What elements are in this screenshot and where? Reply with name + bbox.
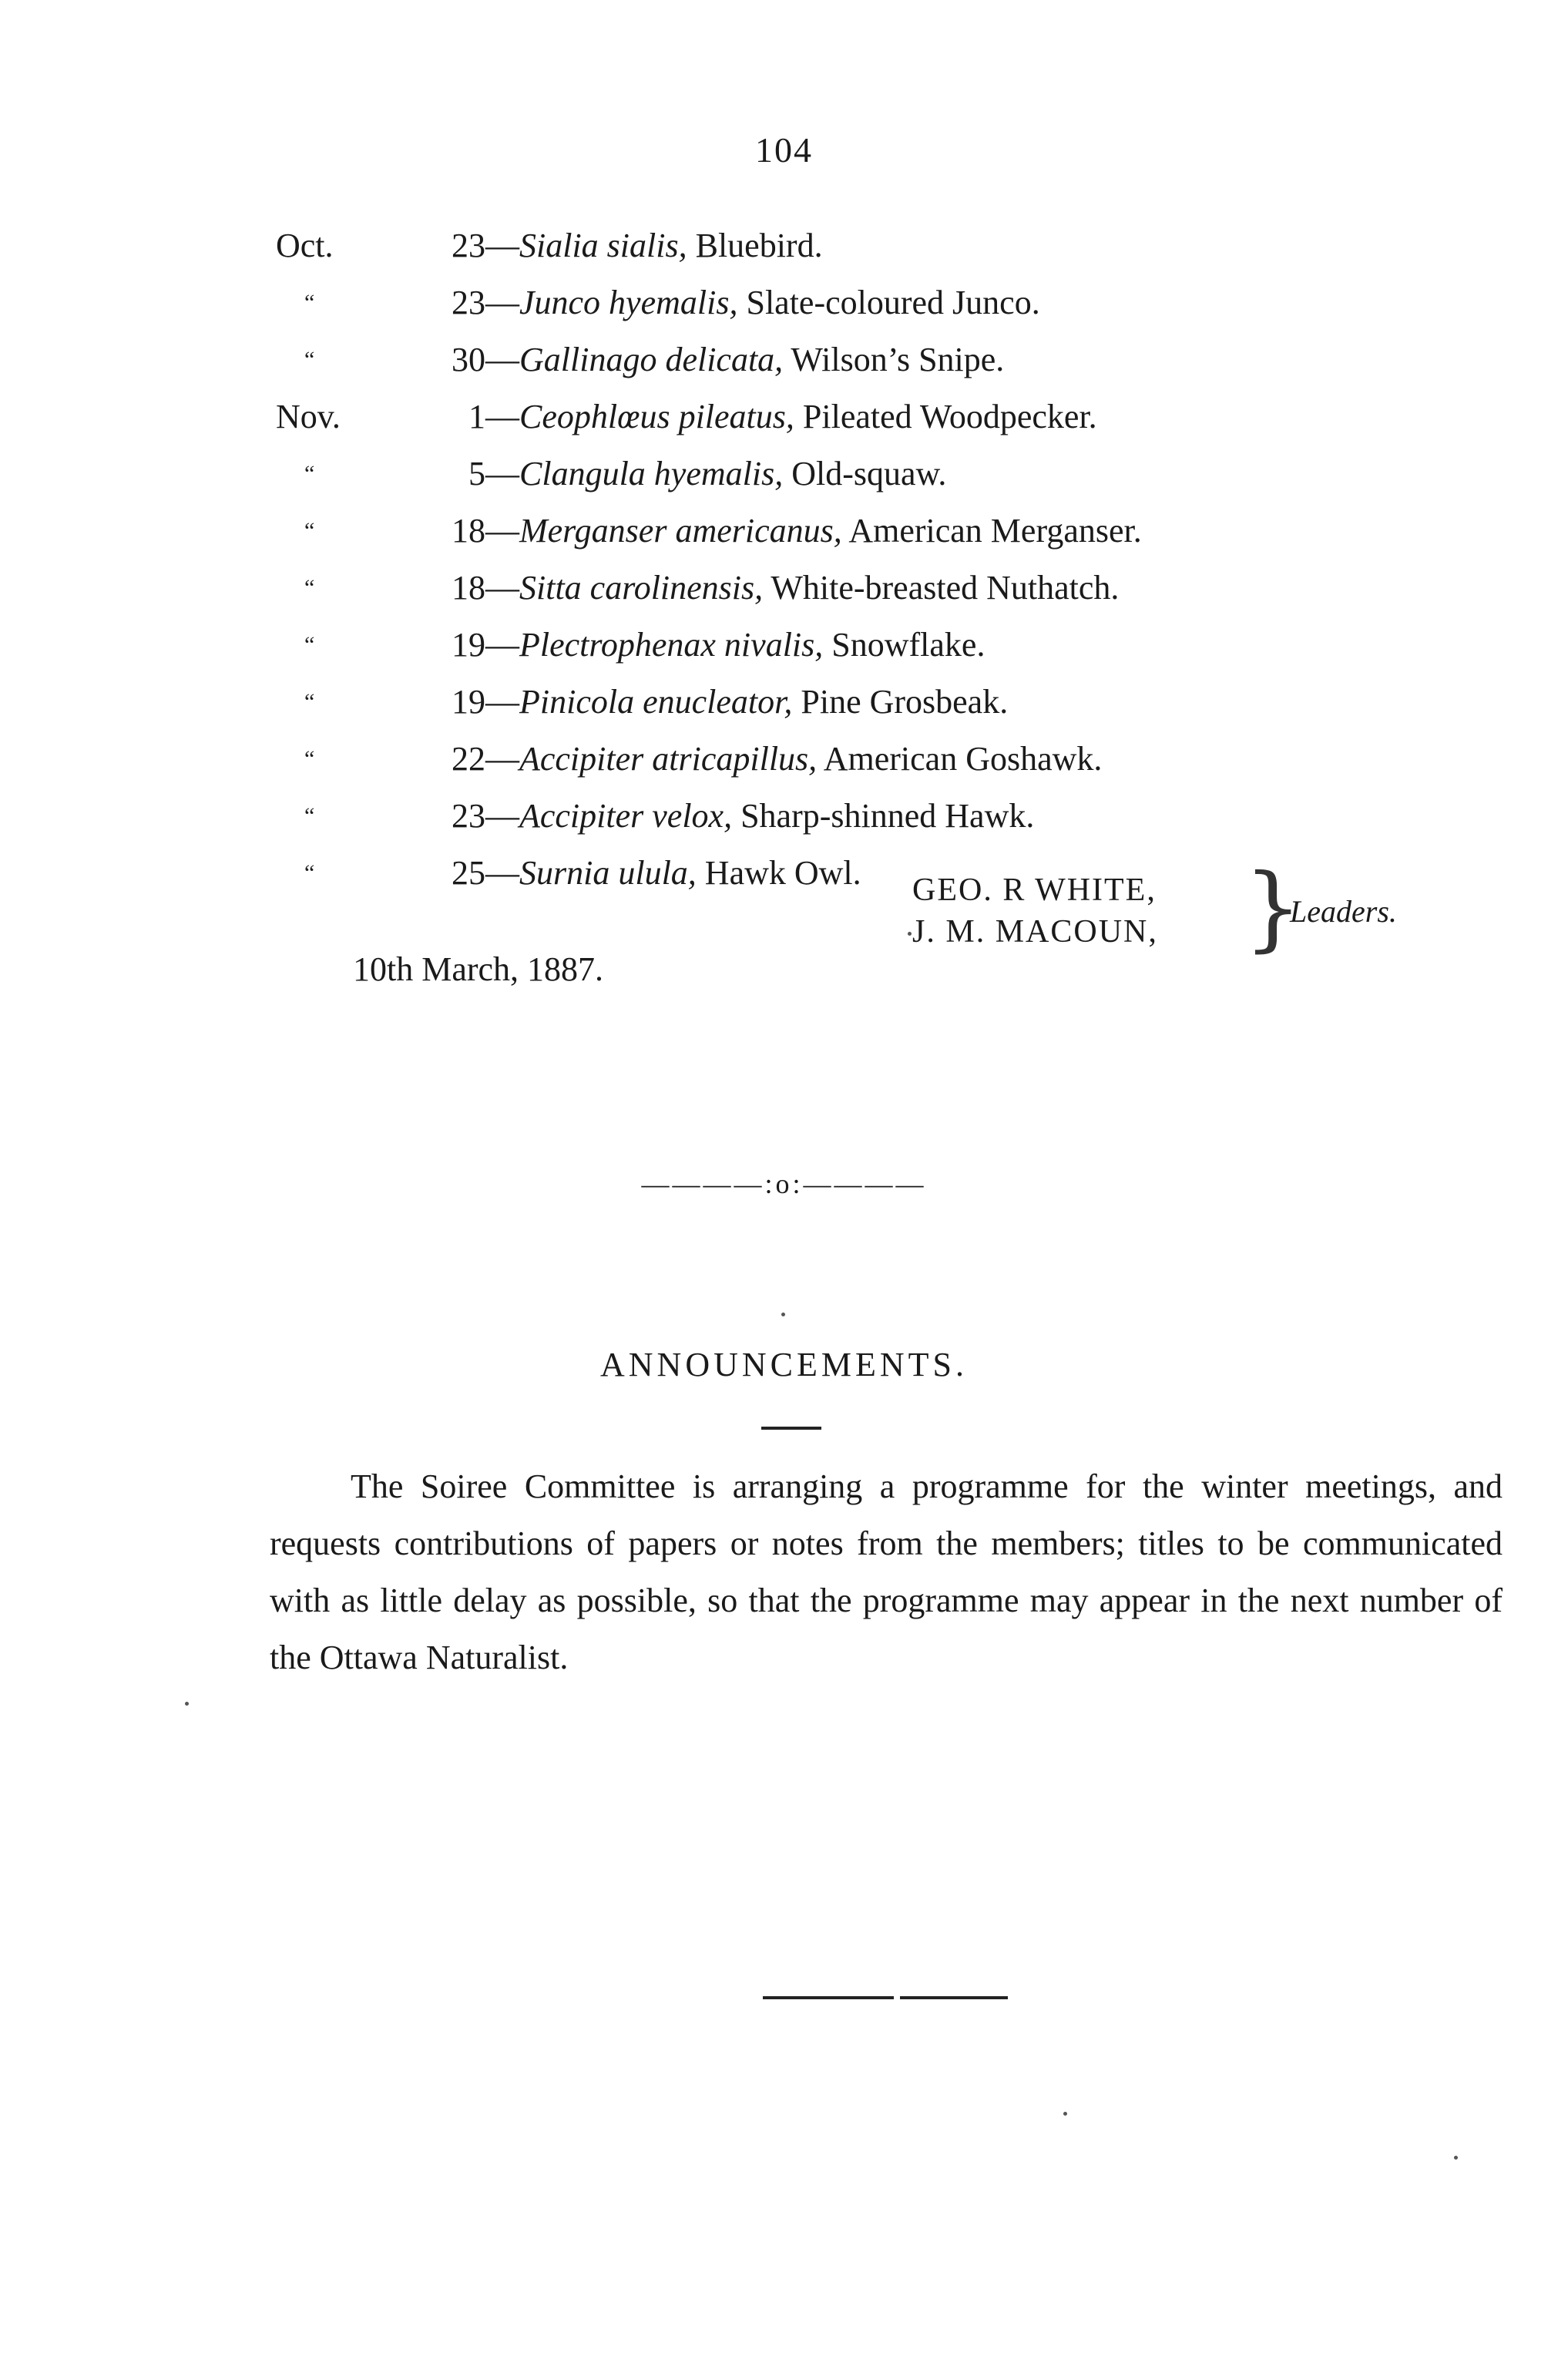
common-name: Old-squaw. bbox=[783, 455, 947, 492]
latin-name: Sialia sialis, bbox=[519, 227, 687, 264]
month: Nov. bbox=[276, 398, 341, 435]
month: “ bbox=[304, 860, 315, 886]
print-speck bbox=[908, 932, 912, 936]
day: 18 bbox=[452, 569, 485, 607]
month: “ bbox=[304, 347, 315, 372]
latin-name: Gallinago delicata, bbox=[519, 341, 784, 378]
dash: — bbox=[485, 854, 519, 892]
print-speck bbox=[1063, 2112, 1067, 2116]
list-item bbox=[0, 388, 1568, 445]
common-name: Pine Grosbeak. bbox=[792, 683, 1009, 721]
day: 19 bbox=[452, 683, 485, 721]
common-name: Bluebird. bbox=[687, 227, 823, 264]
day: 23 bbox=[452, 284, 485, 321]
common-name: Sharp-shinned Hawk. bbox=[732, 797, 1035, 835]
latin-name: Accipiter atricapillus, bbox=[519, 740, 818, 778]
list-item bbox=[0, 445, 1568, 503]
dash: — bbox=[485, 227, 519, 264]
common-name: Wilson’s Snipe. bbox=[783, 341, 1005, 378]
dash: — bbox=[485, 512, 519, 550]
list-item bbox=[0, 331, 1568, 388]
day: 23 bbox=[452, 797, 485, 835]
day: 18 bbox=[452, 512, 485, 550]
dash: — bbox=[485, 683, 519, 721]
latin-name: Sitta carolinensis, bbox=[519, 569, 764, 607]
common-name: Slate-coloured Junco. bbox=[737, 284, 1040, 321]
day: 22 bbox=[452, 740, 485, 778]
month: “ bbox=[304, 575, 315, 600]
dash: — bbox=[485, 569, 519, 607]
latin-name: Surnia ulula, bbox=[519, 854, 697, 892]
month: Oct. bbox=[276, 227, 334, 264]
section-heading: ANNOUNCEMENTS. bbox=[600, 1346, 968, 1383]
dash: — bbox=[485, 398, 519, 435]
end-rule-right bbox=[900, 1996, 1008, 1999]
latin-name: Accipiter velox, bbox=[519, 797, 733, 835]
common-name: Pileated Woodpecker. bbox=[794, 398, 1097, 435]
list-item bbox=[0, 503, 1568, 560]
month: “ bbox=[304, 290, 315, 315]
month: “ bbox=[304, 803, 315, 829]
date-line: 10th March, 1887. bbox=[353, 950, 604, 988]
month: “ bbox=[304, 518, 315, 543]
leader-name: GEO. R WHITE, bbox=[912, 872, 1157, 908]
list-item bbox=[0, 560, 1568, 617]
page-number: 104 bbox=[755, 130, 813, 170]
heading-rule bbox=[761, 1427, 821, 1430]
day: 19 bbox=[452, 626, 485, 664]
day: 5 bbox=[468, 455, 485, 492]
dash: — bbox=[485, 740, 519, 778]
list-item bbox=[0, 788, 1568, 845]
latin-name: Clangula hyemalis, bbox=[519, 455, 784, 492]
latin-name: Merganser americanus, bbox=[519, 512, 842, 550]
sightings-list bbox=[0, 217, 1568, 902]
common-name: American Merganser. bbox=[841, 512, 1142, 550]
leader-name: J. M. MACOUN, bbox=[912, 914, 1158, 950]
latin-name: Pinicola enucleator, bbox=[519, 683, 793, 721]
section-divider: ————:o:———— bbox=[641, 1168, 927, 1199]
common-name: Snowflake. bbox=[823, 626, 985, 664]
day: 25 bbox=[452, 854, 485, 892]
print-speck bbox=[185, 1702, 189, 1706]
latin-name: Plectrophenax nivalis, bbox=[519, 626, 824, 664]
month: “ bbox=[304, 746, 315, 772]
dash: — bbox=[485, 797, 519, 835]
list-item bbox=[0, 674, 1568, 731]
day: 1 bbox=[468, 398, 485, 435]
list-item bbox=[0, 217, 1568, 274]
day: 30 bbox=[452, 341, 485, 378]
common-name: White-breasted Nuthatch. bbox=[763, 569, 1120, 607]
leaders-signature bbox=[912, 855, 1397, 962]
day: 23 bbox=[452, 227, 485, 264]
latin-name: Ceophlœus pileatus, bbox=[519, 398, 794, 435]
common-name: American Goshawk. bbox=[817, 740, 1103, 778]
list-item bbox=[0, 617, 1568, 674]
month: “ bbox=[304, 689, 315, 714]
month: “ bbox=[304, 461, 315, 486]
announcement-body bbox=[270, 1458, 1503, 1686]
print-speck bbox=[781, 1313, 785, 1316]
list-item bbox=[0, 274, 1568, 331]
leaders-role: Leaders. bbox=[1290, 894, 1397, 929]
dash: — bbox=[485, 341, 519, 378]
common-name: Hawk Owl. bbox=[696, 854, 861, 892]
announcement-paragraph: The Soiree Committee is arranging a programme for the winter meetings, and requests contributions of papers or notes from the members; titles to be communicated with as little delay as possible, so that the programme may appear in the next number of the Ottawa Naturalist. bbox=[270, 1467, 1503, 1676]
month: “ bbox=[304, 632, 315, 657]
list-item bbox=[0, 731, 1568, 788]
dash: — bbox=[485, 455, 519, 492]
dash: — bbox=[485, 626, 519, 664]
end-rule-left bbox=[763, 1996, 894, 1999]
dash: — bbox=[485, 284, 519, 321]
brace: } bbox=[1244, 855, 1304, 962]
print-speck bbox=[1454, 2156, 1458, 2160]
latin-name: Junco hyemalis, bbox=[519, 284, 738, 321]
